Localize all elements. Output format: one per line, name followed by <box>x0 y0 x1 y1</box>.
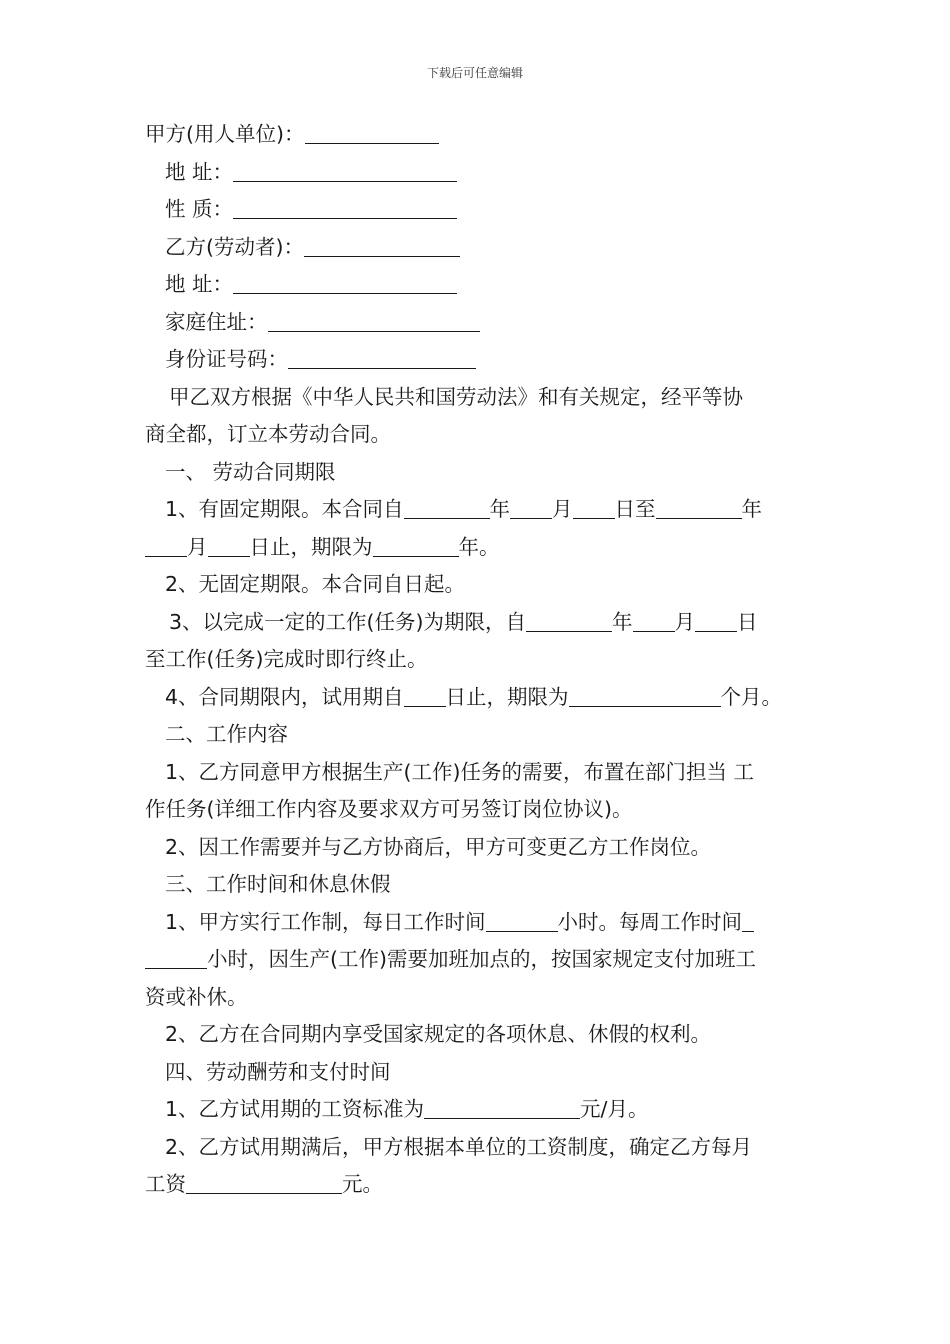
clause-4-2-line-2 <box>145 1166 815 1204</box>
party-b-address-line <box>145 266 815 304</box>
clause-1-2: 2、无固定期限。本合同自日起。 <box>165 572 466 596</box>
clause-2-1-line-1: 1、乙方同意甲方根据生产(工作)任务的需要，布置在部门担当 工 <box>165 759 755 784</box>
month-blank[interactable] <box>145 536 187 557</box>
clause-1-3-line-2: 至工作(任务)完成时即行终止。 <box>145 647 428 671</box>
day-blank[interactable] <box>573 498 615 519</box>
clause-text: 日止，期限为 <box>445 684 569 709</box>
clause-text: 工资 <box>145 1172 186 1196</box>
party-b-blank[interactable] <box>304 236 460 257</box>
monthly-wage-blank[interactable] <box>186 1173 342 1194</box>
page-header: 下载后可任意编辑 <box>426 66 523 80</box>
clause-text: 3、以完成一定的工作(任务)为期限，自 <box>169 609 527 634</box>
clause-text: 年。 <box>458 534 500 559</box>
daily-hours-blank[interactable] <box>486 911 558 932</box>
section-3-title: 三、工作时间和休息休假 <box>165 872 391 896</box>
intro-line-2: 商全都，订立本劳动合同。 <box>145 422 391 446</box>
party-b-address-label: 地 址： <box>165 272 234 296</box>
years-blank[interactable] <box>373 536 459 557</box>
clause-3-1-line-3: 资或补休。 <box>145 984 248 1009</box>
clause-1-4 <box>145 679 815 717</box>
contract-body <box>145 116 815 1204</box>
clause-text: 1、有固定期限。本合同自 <box>165 497 404 521</box>
clause-4-2-line-1: 2、乙方试用期满后，甲方根据本单位的工资制度，确定乙方每月 <box>165 1134 753 1159</box>
weekly-hours-blank[interactable] <box>145 948 207 969</box>
clause-text: 日至 <box>614 497 656 521</box>
clause-text: 年 <box>612 609 633 634</box>
party-b-id-label: 身份证号码： <box>165 347 288 371</box>
section-2-title: 二、工作内容 <box>165 722 288 746</box>
party-b-line <box>145 229 815 267</box>
party-b-address-blank[interactable] <box>233 273 457 294</box>
day-blank[interactable] <box>695 611 737 632</box>
clause-text: 月 <box>674 609 696 634</box>
party-b-id-line <box>145 341 815 379</box>
clause-text: 年 <box>489 497 511 521</box>
clause-1-1-line-1 <box>145 491 815 529</box>
clause-text: 4、合同期限内，试用期自 <box>165 684 404 709</box>
clause-text: 个月。 <box>720 684 783 709</box>
clause-text: 1、甲方实行工作制，每日工作时间 <box>165 909 486 934</box>
party-b-home-line <box>145 304 815 342</box>
party-a-nature-label: 性 质： <box>165 197 234 221</box>
party-a-nature-line <box>145 191 815 229</box>
intro-line-1: 甲乙双方根据《中华人民共和国劳动法》和有关规定，经平等协 <box>169 384 743 409</box>
party-b-home-label: 家庭住址： <box>165 309 268 334</box>
clause-1-3-line-1 <box>145 604 815 642</box>
party-a-address-label: 地 址： <box>165 159 234 184</box>
party-a-label: 甲方(用人单位)： <box>145 122 305 146</box>
clause-text: 日 <box>737 609 758 634</box>
clause-text: 小时。每周工作时间 <box>557 909 743 934</box>
year-blank[interactable] <box>404 498 490 519</box>
clause-2-2: 2、因工作需要并与乙方协商后，甲方可变更乙方工作岗位。 <box>165 834 712 859</box>
year-blank[interactable] <box>526 611 612 632</box>
clause-text: 月 <box>552 497 573 521</box>
clause-1-1-line-2 <box>145 529 815 567</box>
weekly-hours-blank-start[interactable] <box>742 911 754 932</box>
day-blank[interactable] <box>208 536 250 557</box>
clause-text: 元。 <box>342 1172 383 1196</box>
party-a-address-blank[interactable] <box>233 161 457 182</box>
section-1-title: 一、 劳动合同期限 <box>165 459 336 484</box>
party-a-nature-blank[interactable] <box>233 198 457 219</box>
party-a-line <box>145 116 815 154</box>
party-b-label: 乙方(劳动者)： <box>165 234 304 259</box>
day-blank[interactable] <box>404 686 446 707</box>
clause-text: 月 <box>187 534 208 559</box>
party-b-home-blank[interactable] <box>268 311 480 332</box>
clause-3-1-line-1 <box>145 904 815 942</box>
clause-3-1-line-2 <box>145 941 815 979</box>
clause-text: 元/月。 <box>580 1097 649 1121</box>
party-a-blank[interactable] <box>305 123 439 144</box>
month-blank[interactable] <box>510 498 552 519</box>
trial-wage-blank[interactable] <box>424 1098 580 1119</box>
months-blank[interactable] <box>569 686 721 707</box>
party-a-address-line <box>145 154 815 192</box>
clause-4-1 <box>145 1091 815 1129</box>
section-4-title: 四、劳动酬劳和支付时间 <box>165 1059 391 1084</box>
clause-2-1-line-2: 作任务(详细工作内容及要求双方可另签订岗位协议)。 <box>145 797 633 821</box>
clause-text: 1、乙方试用期的工资标准为 <box>165 1097 425 1121</box>
party-b-id-blank[interactable] <box>288 348 476 369</box>
clause-3-2: 2、乙方在合同期内享受国家规定的各项休息、休假的权利。 <box>165 1022 712 1046</box>
clause-text: 日止，期限为 <box>249 534 373 559</box>
clause-text: 年 <box>741 497 763 521</box>
clause-text: 小时，因生产(工作)需要加班加点的，按国家规定支付加班工 <box>207 947 756 971</box>
month-blank[interactable] <box>633 611 675 632</box>
year-blank[interactable] <box>656 498 742 519</box>
